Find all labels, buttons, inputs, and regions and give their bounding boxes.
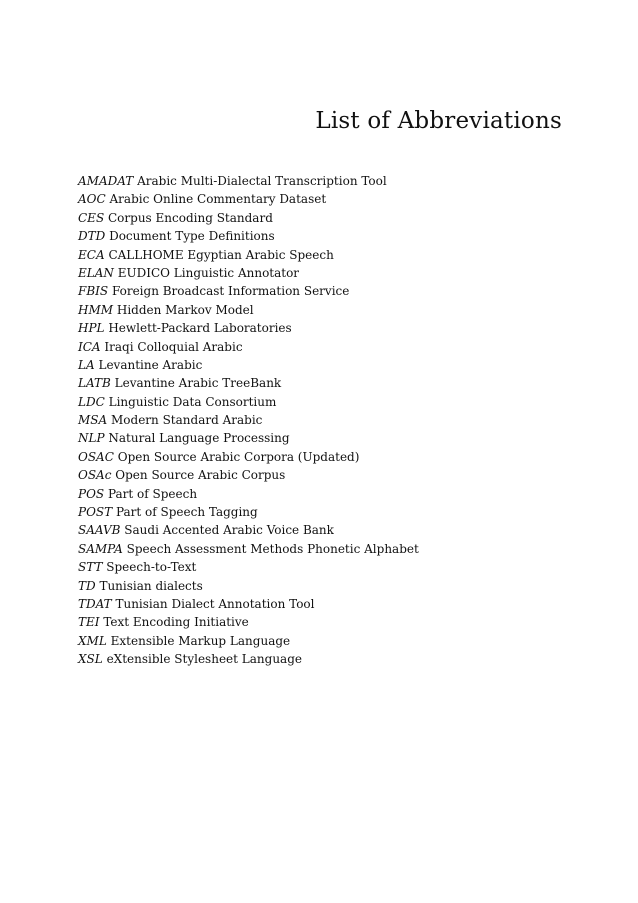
- abbreviation-entry: [78, 190, 578, 208]
- abbreviation-definition: Linguistic Data Consortium: [108, 394, 277, 409]
- abbreviation-entry: [78, 650, 578, 668]
- abbreviation-entry: [78, 393, 578, 411]
- abbreviation-entry: [78, 301, 578, 319]
- abbreviation-term: POS: [78, 486, 105, 501]
- abbreviation-definition: Natural Language Processing: [108, 431, 290, 446]
- abbreviation-entry: [78, 429, 578, 447]
- abbreviation-term: TDAT: [78, 596, 112, 611]
- abbreviation-definition: Open Source Arabic Corpora (Updated): [117, 449, 360, 464]
- abbreviation-term: HPL: [78, 321, 105, 336]
- abbreviation-term: AMADAT: [78, 174, 134, 188]
- abbreviation-list: [78, 172, 578, 669]
- abbreviation-term: AOC: [78, 192, 106, 207]
- abbreviation-definition: Speech-to-Text: [106, 560, 197, 575]
- abbreviation-entry: [78, 246, 578, 264]
- abbreviation-term: TEI: [78, 615, 100, 630]
- abbreviation-entry: [78, 282, 578, 300]
- abbreviation-entry: [78, 632, 578, 650]
- abbreviation-term: OSAc: [78, 468, 112, 483]
- abbreviation-term: LA: [78, 357, 95, 372]
- abbreviation-definition: Extensible Markup Language: [110, 633, 291, 648]
- page-title: List of Abbreviations: [315, 108, 562, 134]
- abbreviation-entry: [78, 209, 578, 227]
- abbreviation-term: DTD: [78, 229, 106, 244]
- abbreviation-entry: [78, 319, 578, 337]
- abbreviation-entry: [78, 227, 578, 245]
- abbreviation-definition: Tunisian dialects: [99, 578, 203, 593]
- abbreviation-term: MSA: [78, 413, 108, 428]
- abbreviation-definition: Document Type Definitions: [109, 229, 275, 244]
- abbreviation-term: ELAN: [78, 265, 114, 280]
- abbreviation-definition: eXtensible Stylesheet Language: [106, 652, 302, 667]
- abbreviation-definition: Hewlett-Packard Laboratories: [108, 321, 292, 336]
- abbreviation-definition: Arabic Multi-Dialectal Transcription Tool: [137, 174, 387, 188]
- abbreviation-definition: CALLHOME Egyptian Arabic Speech: [108, 247, 334, 262]
- abbreviation-definition: Modern Standard Arabic: [111, 413, 263, 428]
- abbreviation-term: LATB: [78, 376, 111, 391]
- abbreviation-definition: Iraqi Colloquial Arabic: [104, 339, 243, 354]
- abbreviation-term: ECA: [78, 247, 105, 262]
- abbreviation-entry: [78, 503, 578, 521]
- abbreviation-definition: Levantine Arabic TreeBank: [114, 376, 282, 391]
- abbreviation-entry: [78, 466, 578, 484]
- abbreviation-definition: Foreign Broadcast Information Service: [111, 284, 350, 299]
- abbreviation-term: XSL: [78, 652, 103, 667]
- abbreviation-term: SAMPA: [78, 541, 123, 556]
- abbreviation-definition: Levantine Arabic: [98, 357, 203, 372]
- abbreviation-definition: Corpus Encoding Standard: [108, 210, 273, 225]
- abbreviation-entry: [78, 521, 578, 539]
- abbreviation-definition: Part of Speech: [107, 486, 198, 501]
- abbreviation-entry: [78, 485, 578, 503]
- abbreviation-definition: EUDICO Linguistic Annotator: [117, 265, 300, 280]
- abbreviation-definition: Speech Assessment Methods Phonetic Alphabet: [126, 541, 419, 556]
- abbreviation-entry: [78, 172, 578, 190]
- abbreviation-entry: [78, 264, 578, 282]
- abbreviation-term: LDC: [78, 394, 105, 409]
- abbreviation-entry: [78, 448, 578, 466]
- abbreviation-definition: Tunisian Dialect Annotation Tool: [115, 596, 315, 611]
- abbreviation-entry: [78, 374, 578, 392]
- abbreviation-entry: [78, 595, 578, 613]
- abbreviation-term: XML: [78, 633, 107, 648]
- abbreviation-entry: [78, 338, 578, 356]
- abbreviation-definition: Open Source Arabic Corpus: [115, 468, 286, 483]
- abbreviation-term: CES: [78, 210, 105, 225]
- abbreviation-term: FBIS: [78, 284, 109, 299]
- abbreviation-term: OSAC: [78, 449, 114, 464]
- abbreviation-entry: [78, 577, 578, 595]
- abbreviation-definition: Part of Speech Tagging: [115, 505, 258, 520]
- abbreviation-term: ICA: [78, 339, 101, 354]
- abbreviation-term: TD: [78, 578, 96, 593]
- abbreviation-term: HMM: [78, 302, 114, 317]
- abbreviation-definition: Hidden Markov Model: [116, 302, 254, 317]
- abbreviation-definition: Text Encoding Initiative: [103, 615, 249, 630]
- abbreviation-term: STT: [78, 560, 103, 575]
- abbreviation-term: NLP: [78, 431, 105, 446]
- abbreviation-entry: [78, 613, 578, 631]
- abbreviation-entry: [78, 411, 578, 429]
- abbreviation-term: POST: [78, 505, 113, 520]
- abbreviation-definition: Saudi Accented Arabic Voice Bank: [124, 523, 334, 538]
- abbreviation-entry: [78, 558, 578, 576]
- abbreviation-entry: [78, 356, 578, 374]
- abbreviation-definition: Arabic Online Commentary Dataset: [109, 192, 327, 207]
- abbreviation-term: SAAVB: [78, 523, 121, 538]
- abbreviation-entry: [78, 540, 578, 558]
